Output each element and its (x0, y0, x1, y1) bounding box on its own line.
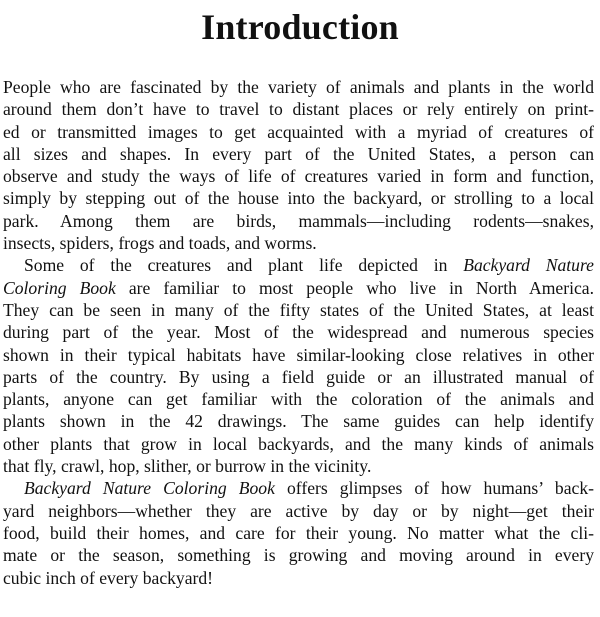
text-line (3, 187, 594, 209)
text-run: ed or transmitted images to get acquainted with a myriad of creatures of (3, 121, 594, 142)
text-run: People who are fascinated by the variety of animals and plants in the world (3, 77, 594, 97)
text-run: plants shown in the 42 drawings. The same guides can help identify (3, 411, 594, 432)
text-line (3, 410, 594, 432)
text-line (3, 254, 594, 276)
text-run: plants, anyone can get familiar with the coloration of the animals and (3, 389, 594, 410)
text-line (3, 366, 594, 388)
paragraph (3, 254, 594, 477)
text-line (3, 544, 594, 566)
text-line (3, 232, 594, 254)
text-run: Some of the creatures and plant life depicted in (24, 255, 464, 276)
text-line (3, 321, 594, 343)
text-run: offers glimpses of how humans’ back- (274, 478, 594, 499)
text-line (3, 477, 594, 499)
text-run: all sizes and shapes. In every part of the United States, a person can (3, 143, 594, 164)
text-run: parts of the country. By using a field guide or an illustrated manual of (3, 366, 594, 387)
text-line (3, 455, 594, 477)
text-line (3, 567, 594, 589)
text-line (3, 121, 594, 143)
text-run: park. Among them are birds, mammals—including rodents—snakes, (3, 210, 594, 231)
text-line (3, 165, 594, 187)
text-line (3, 277, 594, 299)
text-run: food, build their homes, and care for their young. No matter what the cli- (3, 522, 594, 543)
text-run: They can be seen in many of the fifty states of the United States, at least (3, 299, 594, 320)
text-run: other plants that grow in local backyards, and the many kinds of animals (3, 433, 594, 454)
book-title-text: Backyard Nature Coloring Book (24, 478, 275, 499)
paragraph (3, 477, 594, 588)
text-line (3, 500, 594, 522)
body-text (3, 76, 594, 589)
book-title-text: Backyard Nature (463, 255, 594, 276)
text-line (3, 76, 594, 98)
text-run: cubic inch of every backyard! (3, 567, 214, 588)
text-line (3, 522, 594, 544)
text-run: observe and study the ways of life of creatures varied in form and function, (3, 166, 594, 187)
text-line (3, 98, 594, 120)
text-run: mate or the season, something is growing and moving around in every (3, 545, 594, 566)
text-line (3, 433, 594, 455)
text-run: are familiar to most people who live in North America. (115, 277, 594, 298)
text-line (3, 143, 594, 165)
paragraph (3, 76, 594, 254)
text-line (3, 344, 594, 366)
text-run: simply by stepping out of the house into the backyard, or strolling to a local (3, 188, 594, 209)
book-title-text: Coloring Book (3, 277, 116, 298)
page-title: Introduction (201, 7, 399, 47)
text-run: insects, spiders, frogs and toads, and worms. (3, 233, 317, 254)
text-run: yard neighbors—whether they are active by day or by night—get their (3, 500, 594, 521)
text-run: around them don’t have to travel to distant places or rely entirely on print- (3, 99, 594, 120)
text-line (3, 210, 594, 232)
text-run: that fly, crawl, hop, slither, or burrow in the vicinity. (3, 456, 372, 477)
text-run: during part of the year. Most of the widespread and numerous species (3, 322, 594, 343)
text-run: shown in their typical habitats have similar-looking close relatives in other (3, 344, 594, 365)
text-line (3, 299, 594, 321)
text-line (3, 388, 594, 410)
